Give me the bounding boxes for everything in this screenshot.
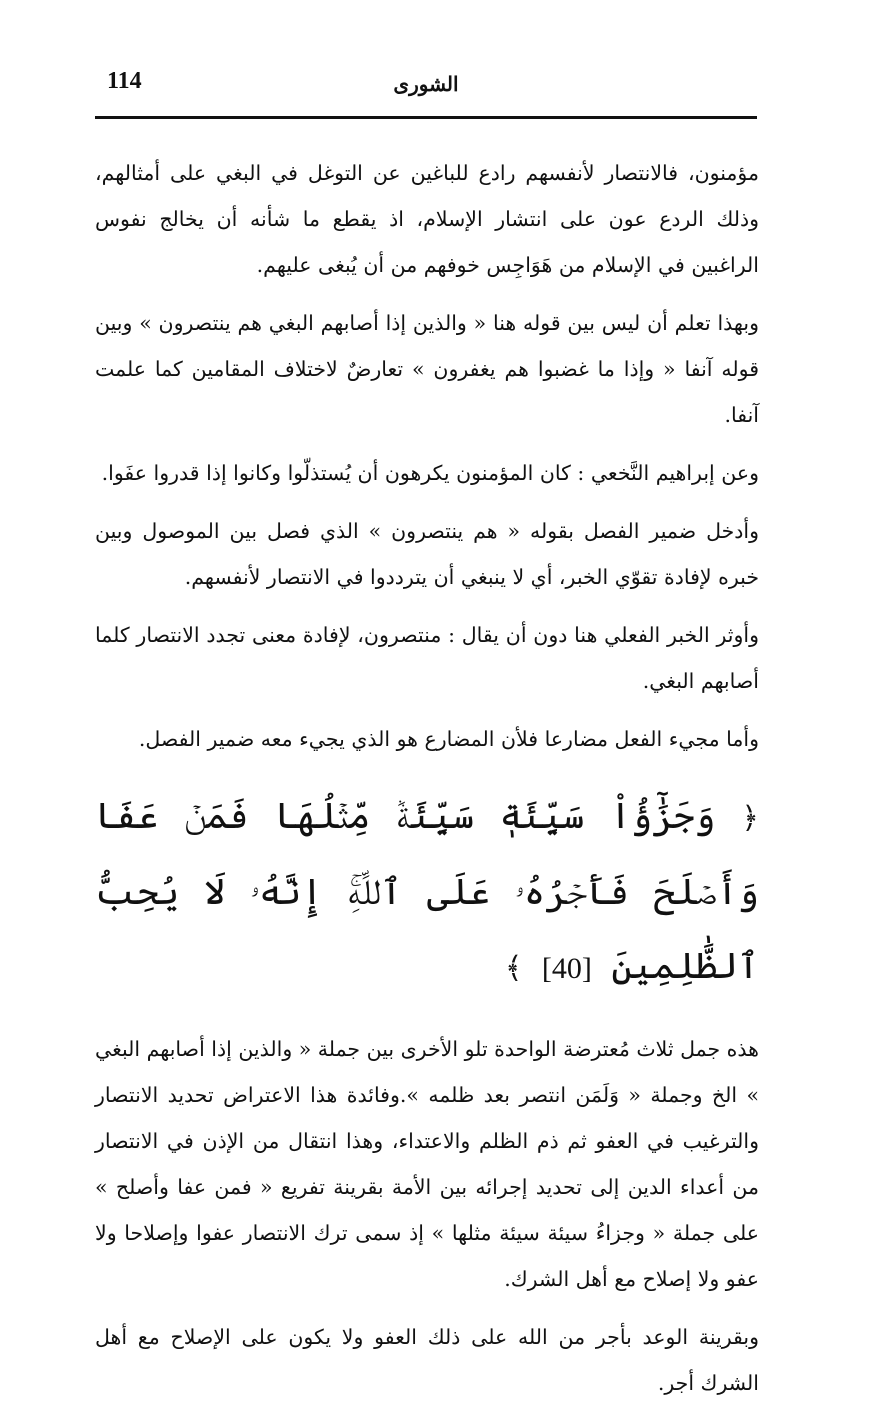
verse-text: وَجَزَٰٓؤُاْ سَيِّئَةٖ سَيِّئَةٞ مِّثۡلُهَا فَمَنۡ عَفَا وَأَصۡلَحَ فَأَجۡرُهُۥ عَلَى ٱللَّهِۚ إِنَّهُۥ لَا يُحِبُّ ٱلظَّٰلِمِينَ	[95, 796, 759, 987]
page-header	[95, 58, 757, 119]
paragraph: هذه جمل ثلاث مُعترضة الواحدة تلو الأخرى بين جملة « والذين إذا أصابهم البغي » الخ وجملة « وَلَمَن انتصر بعد ظلمه ».وفائدة هذا الاعتراض تحديد الانتصار والترغيب في العفو ثم ذم الظلم والاعتداء، وهذا انتقال من الإذن في الانتصار من أعداء الدين إلى تحديد إجرائه بين الأمة بقرينة تفريع « فمن عفا وأصلح » على جملة « وجزاءُ سيئة سيئة مثلها » إذ سمى ترك الانتصار عفوا وإصلاحا ولا عفو ولا إصلاح مع أهل الشرك.	[95, 1037, 759, 1291]
page-number: 114	[107, 68, 142, 94]
page-body	[95, 150, 759, 1418]
paragraph: وأوثر الخبر الفعلي هنا دون أن يقال : منتصرون، لإفادة معنى تجدد الانتصار كلما أصابهم البغي.	[95, 623, 759, 693]
quran-verse	[95, 780, 759, 1006]
paragraph: وبقرينة الوعد بأجر من الله على ذلك العفو ولا يكون على الإصلاح مع أهل الشرك أجر.	[95, 1325, 759, 1395]
verse-open-bracket: ﴿	[741, 801, 759, 836]
verse-number: [40]	[541, 952, 592, 985]
running-title: الشورى	[393, 72, 459, 96]
paragraph: وبهذا تعلم أن ليس بين قوله هنا « والذين إذا أصابهم البغي هم ينتصرون » وبين قوله آنفا « وإذا ما غضبوا هم يغفرون » تعارضٌ لاختلاف المقامين كما علمت آنفا.	[95, 311, 759, 427]
paragraph: مؤمنون، فالانتصار لأنفسهم رادع للباغين عن التوغل في البغي على أمثالهم، وذلك الردع عون على انتشار الإسلام، اذ يقطع ما شأنه أن يخالج نفوس الراغبين في الإسلام من هَوَاجِس خوفهم من أن يُبغى عليهم.	[95, 161, 759, 277]
paragraph: وعن إبراهيم النَّخعي : كان المؤمنون يكرهون أن يُستذلّوا وكانوا إذا قدروا عفَوا.	[101, 461, 759, 485]
paragraph: وأدخل ضمير الفصل بقوله « هم ينتصرون » الذي فصل بين الموصول وبين خبره لإفادة تقوّي الخبر، أي لا ينبغي أن يترددوا في الانتصار لأنفسهم.	[95, 519, 759, 589]
verse-close-bracket: ﴾	[504, 951, 523, 986]
paragraph: وأما مجيء الفعل مضارعا فلأن المضارع هو الذي يجيء معه ضمير الفصل.	[138, 727, 759, 751]
